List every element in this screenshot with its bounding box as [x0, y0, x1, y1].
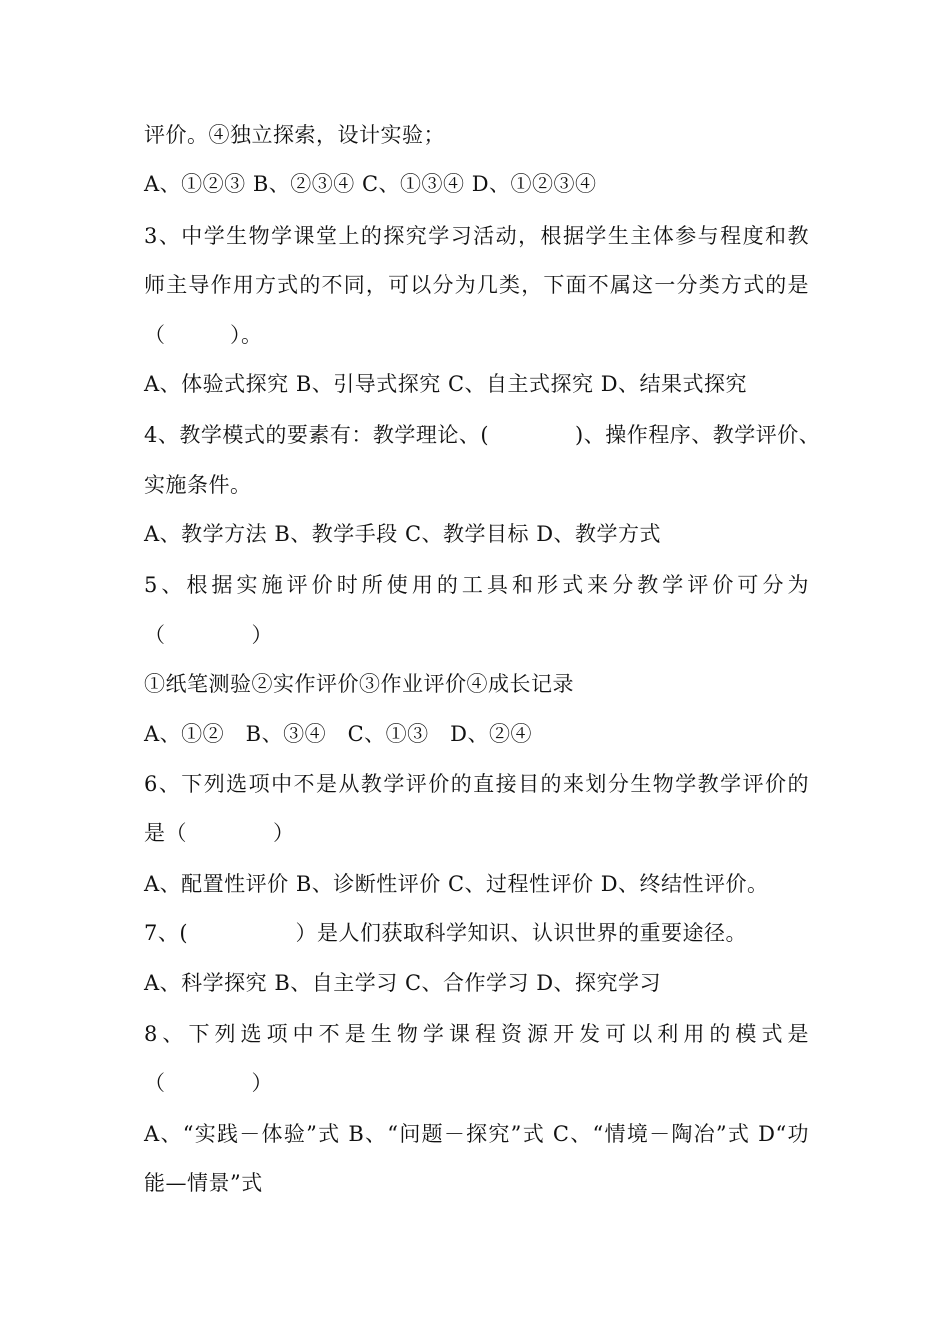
question-7-text: 7、( ）是人们获取科学知识、认识世界的重要途径。 [144, 921, 748, 945]
question-4-text: 4、教学模式的要素有：教学理论、( )、操作程序、教学评价、 [144, 423, 821, 447]
question-3-text: 3、中学生物学课堂上的探究学习活动，根据学生主体参与程度和教 [144, 224, 809, 248]
answer-blank: （ ）。 [144, 323, 263, 347]
answer-options: A、①②③ B、②③④ C、①③④ D、①②③④ [144, 172, 597, 196]
answer-options: A、体验式探究 B、引导式探究 C、自主式探究 D、结果式探究 [144, 372, 748, 396]
question-4-text: 实施条件。 [144, 473, 252, 497]
answer-options: A、教学方法 B、教学手段 C、教学目标 D、教学方式 [144, 522, 662, 546]
question-3-text: 师主导作用方式的不同，可以分为几类，下面不属这一分类方式的是 [144, 273, 809, 297]
answer-options: A、科学探究 B、自主学习 C、合作学习 D、探究学习 [144, 971, 662, 995]
answer-options: 能—情景”式 [144, 1171, 263, 1195]
answer-blank: （ ） [144, 1071, 273, 1095]
text-line: 评价。④独立探索，设计实验； [144, 123, 445, 147]
answer-options: A、①② B、③④ C、①③ D、②④ [144, 722, 533, 746]
question-6-text: 6、下列选项中不是从教学评价的直接目的来划分生物学教学评价的 [144, 772, 809, 796]
question-6-text: 是（ ） [144, 821, 295, 845]
answer-options: A、配置性评价 B、诊断性评价 C、过程性评价 D、终结性评价。 [144, 872, 769, 896]
question-5-text: 5、根据实施评价时所使用的工具和形式来分教学评价可分为 [144, 573, 809, 597]
question-8-text: 8、下列选项中不是生物学课程资源开发可以利用的模式是 [144, 1022, 809, 1046]
answer-blank: （ ） [144, 623, 273, 647]
question-5-items: ①纸笔测验②实作评价③作业评价④成长记录 [144, 672, 574, 696]
answer-options: A、“实践－体验”式 B、“问题－探究”式 C、“情境－陶冶”式 D“功 [144, 1122, 809, 1146]
